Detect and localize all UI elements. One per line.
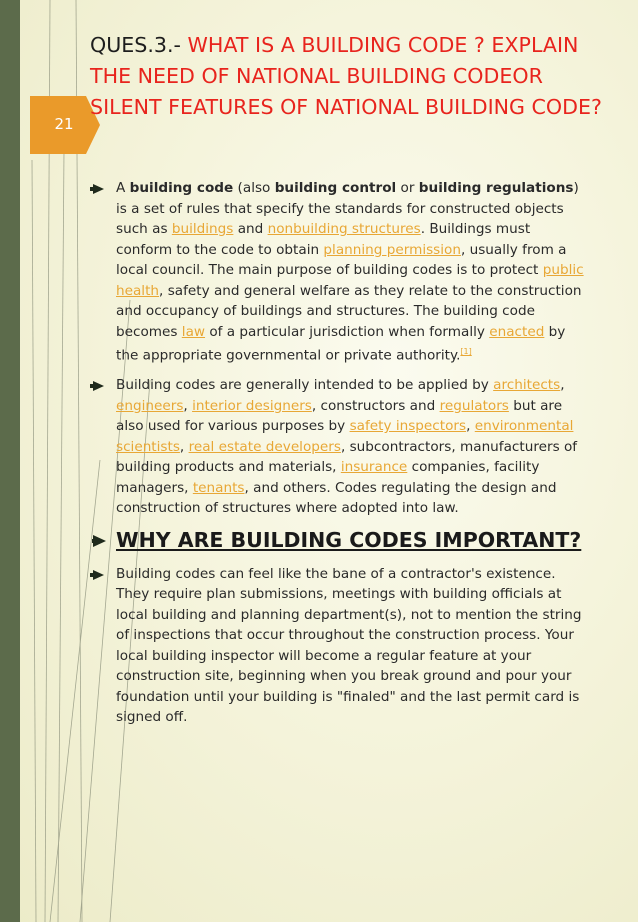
bold-term: building code	[129, 180, 234, 196]
link-interior-designers[interactable]: interior designers	[192, 397, 312, 414]
bullet-arrow-icon	[93, 535, 106, 547]
page-number: 21	[54, 115, 74, 133]
main-content	[90, 178, 590, 728]
text: or	[396, 180, 419, 196]
text: but are also used for various purposes by	[116, 397, 563, 435]
link-law[interactable]: law	[181, 323, 206, 340]
text: companies, facility managers,	[116, 459, 540, 496]
text: of a particular jurisdiction when formally	[205, 323, 490, 340]
text: ,	[560, 377, 565, 394]
paragraph-building-code	[90, 178, 590, 366]
text: Building codes can feel like the bane of a contractor's existence. They require plan submissions, meetings with building officials at local building and planning department(s), not to mention the string of inspections that occur throughout the construction process. Your local building inspector will become a regular feature at your construction site, beginning when you break ground and pour your foundation until your building is "finaled" and the last permit card is signed off.	[116, 565, 582, 726]
link-nonbuilding-structures[interactable]: nonbuilding structures	[267, 221, 421, 237]
link-engineers[interactable]: engineers	[116, 397, 184, 414]
text: ,	[466, 418, 475, 435]
link-enacted[interactable]: enacted	[489, 323, 545, 340]
bold-term: building control	[274, 180, 397, 196]
link-safety-inspectors[interactable]: safety inspectors	[349, 418, 467, 435]
reference-link[interactable]: [1]	[460, 347, 472, 356]
link-environmental-scientists[interactable]: environmental scientists	[116, 418, 574, 455]
text: , and others. Codes regulating the design and construction of structures where adopted into law.	[116, 479, 557, 517]
text: , usually from a local council. The main purpose of building codes is to protect	[116, 241, 567, 278]
text: (also	[233, 180, 275, 196]
text: . Buildings must conform to the code to obtain	[116, 221, 531, 258]
section-heading-row	[90, 525, 590, 556]
link-planning-permission[interactable]: planning permission	[323, 241, 461, 258]
text: ,	[183, 397, 193, 414]
left-accent-bar	[0, 0, 20, 922]
link-regulators[interactable]: regulators	[439, 397, 509, 414]
section-heading: WHY ARE BUILDING CODES IMPORTANT?	[116, 527, 582, 552]
text: A	[116, 180, 130, 196]
link-tenants[interactable]: tenants	[192, 479, 245, 496]
text: , safety and general welfare as they relate to the construction and occupancy of buildings and structures. The building code becomes	[116, 282, 582, 340]
paragraph-code-users	[90, 375, 590, 519]
text: Building codes are generally intended to be applied by	[116, 377, 494, 394]
bullet-arrow-icon	[93, 381, 104, 391]
text: , subcontractors, manufacturers of building products and materials,	[116, 438, 578, 476]
bullet-arrow-icon	[93, 570, 104, 580]
paragraph-why-important	[90, 564, 590, 728]
text: and	[233, 221, 268, 237]
text: ) is a set of rules that specify the standards for constructed objects such as	[116, 180, 579, 237]
text: , constructors and	[311, 397, 440, 414]
text: by the appropriate governmental or private authority.	[116, 323, 566, 364]
bullet-arrow-icon	[93, 184, 104, 194]
link-public-health[interactable]: public health	[116, 262, 584, 299]
link-insurance[interactable]: insurance	[340, 459, 408, 476]
link-buildings[interactable]: buildings	[171, 221, 234, 237]
link-architects[interactable]: architects	[493, 377, 561, 394]
page-title	[90, 30, 610, 123]
title-prefix: QUES.3.-	[90, 33, 181, 57]
title-text: WHAT IS A BUILDING CODE ? EXPLAIN THE NEED OF NATIONAL BUILDING CODEOR SILENT FEATURES OF NATIONAL BUILDING CODE?	[90, 33, 602, 119]
text: ,	[179, 438, 189, 455]
link-real-estate-developers[interactable]: real estate developers	[188, 438, 341, 455]
bold-term: building regulations	[418, 180, 574, 196]
